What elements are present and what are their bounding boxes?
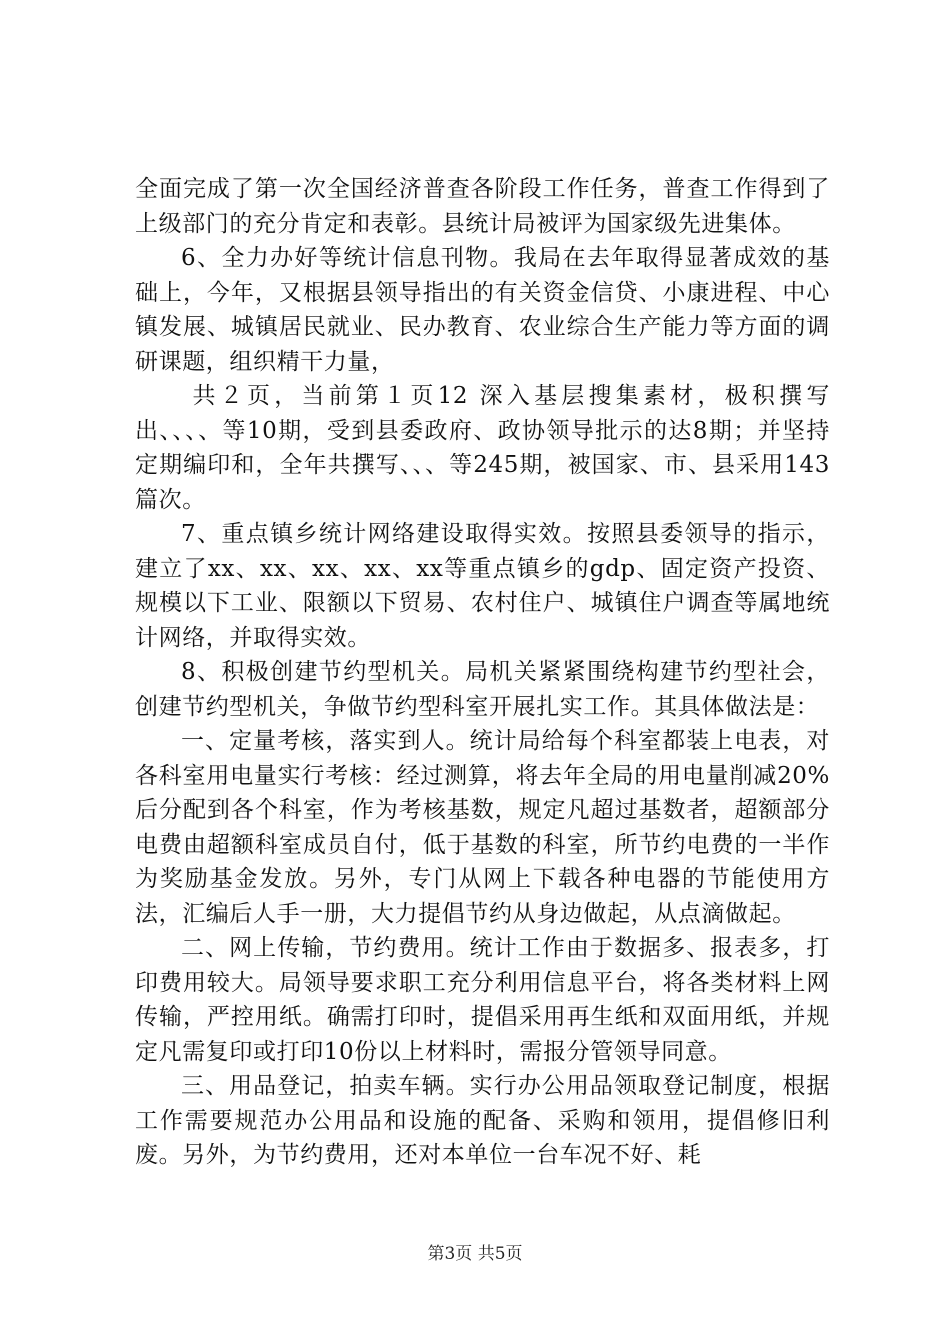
page-footer: 第3页 共5页: [427, 1244, 523, 1264]
document-body: [135, 172, 830, 1173]
paragraph-measure-2: 二、网上传输，节约费用。统计工作由于数据多、报表多，打印费用较大。局领导要求职工充分利用信息平台，将各类材料上网传输，严控用纸。确需打印时，提倡采用再生纸和双面用纸，并规定凡需复印或打印10份以上材料时，需报分管领导同意。: [135, 935, 830, 1065]
paragraph-measure-3: 三、用品登记，拍卖车辆。实行办公用品领取登记制度，根据工作需要规范办公用品和设施的配备、采购和领用，提倡修旧利废。另外，为节约费用，还对本单位一台车况不好、耗: [135, 1073, 830, 1168]
paragraph-measure-1: 一、定量考核，落实到人。统计局给每个科室都装上电表，对各科室用电量实行考核：经过测算，将去年全局的用电量削减20%后分配到各个科室，作为考核基数，规定凡超过基数者，超额部分电费由超额科室成员自付，低于基数的科室，所节约电费的一半作为奖励基金发放。另外，专门从网上下载各种电器的节能使用方法，汇编后人手一册，大力提倡节约从身边做起，从点滴做起。: [135, 728, 830, 927]
paragraph-page-note: 共２页，当前第１页12 深入基层搜集素材，极积撰写出、、、、等10期，受到县委政府、政协领导批示的达8期；并坚持定期编印和，全年共撰写、、、等245期，被国家、市、县采用143篇次。: [135, 383, 830, 513]
paragraph-item-7: 7、重点镇乡统计网络建设取得实效。按照县委领导的指示，建立了xx、xx、xx、xx、xx等重点镇乡的gdp、固定资产投资、规模以下工业、限额以下贸易、农村住户、城镇住户调查等属地统计网络，并取得实效。: [135, 521, 830, 651]
paragraph-item-8: 8、积极创建节约型机关。局机关紧紧围绕构建节约型社会，创建节约型机关，争做节约型科室开展扎实工作。其具体做法是：: [135, 659, 830, 720]
paragraph-continuation: 全面完成了第一次全国经济普查各阶段工作任务，普查工作得到了上级部门的充分肯定和表彰。县统计局被评为国家级先进集体。: [135, 176, 830, 237]
paragraph-item-6: 6、全力办好等统计信息刊物。我局在去年取得显著成效的基础上，今年，又根据县领导指出的有关资金信贷、小康进程、中心镇发展、城镇居民就业、民办教育、农业综合生产能力等方面的调研课题，组织精干力量，: [135, 245, 830, 375]
